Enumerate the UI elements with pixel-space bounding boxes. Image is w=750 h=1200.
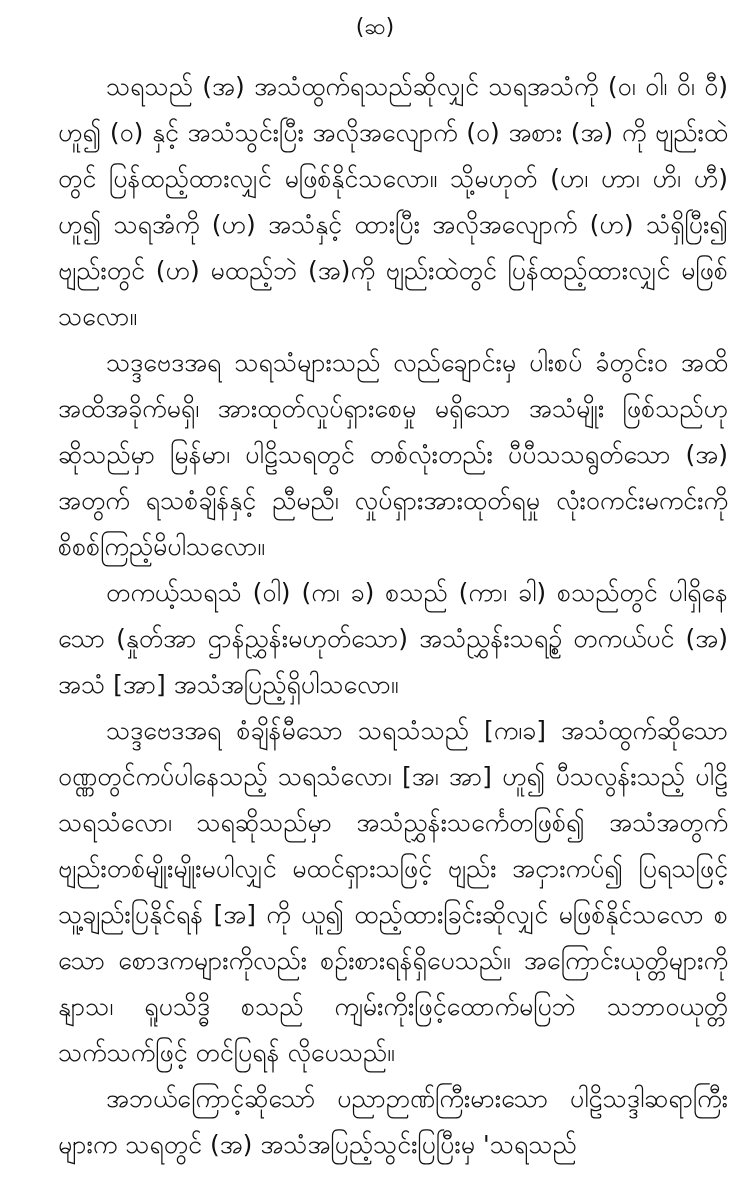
paragraph: အဘယ်ကြောင့်ဆိုသော် ပညာဉာဏ်ကြီးမားသော ပါဠိသဒ္ဒါဆရာကြီးများက သရတွင် (အ) အသံအပြည့်သွင်းပြပြီးမှ 'သရသည် — [58, 1084, 728, 1159]
page-number: (ဆ) — [355, 15, 395, 40]
paragraph: သဒ္ဒဗေဒအရ သရသံများသည် လည်ချောင်းမှ ပါးစပ် ခံတွင်းဝ အထိ အထိအခိုက်မရှိ၊ အားထုတ်လှုပ်ရှားစေမှု မရှိသော အသံမျိုး ဖြစ်သည်ဟုဆိုသည်မှာ မြန်မာ၊ ပါဠိသရတွင် တစ်လုံးတည်း ပီပီသသရွတ်သော (အ) အတွက် ရသစံချိန်နှင့် ညီမညီ၊ လှုပ်ရှားအားထုတ်ရမှု လုံးဝကင်းမကင်းကို စိစစ်ကြည့်မိပါသလော။ — [58, 348, 728, 561]
paragraph: တကယ့်သရသံ (ဝါ) (က၊ ခ) စသည် (ကာ၊ ခါ) စသည်တွင် ပါရှိနေသော (နှုတ်အာ ဌာန်ညွှန်းမဟုတ်သော) အသံညွှန်းသရဥ္စ် တကယ်ပင် (အ) အသံ [အာ] အသံအပြည့်ရှိပါသလော။ — [58, 578, 728, 699]
paragraph: သရသည် (အ) အသံထွက်ရသည်ဆိုလျှင် သရအသံကို (ဝ၊ ဝါ၊ ဝိ၊ ဝီ) ဟူ၍ (ဝ) နှင့် အသံသွင်းပြီး အလိုအလျောက် (ဝ) အစား (အ) ကို ဗျည်းထဲတွင် ပြန်ထည့်ထားလျှင် မဖြစ်နိုင်သလော။ သို့မဟုတ် (ဟ၊ ဟာ၊ ဟိ၊ ဟီ) ဟူ၍ သရအံကို (ဟ) အသံနှင့် ထားပြီး အလိုအလျောက် (ဟ) သံရှိပြီး၍ ဗျည်းတွင် (ဟ) မထည့်ဘဲ (အ)ကို ဗျည်းထဲတွင် ပြန်ထည့်ထားလျှင် မဖြစ်သလော။ — [58, 72, 728, 331]
body-text — [58, 64, 728, 1168]
paragraph: သဒ္ဒဗေဒအရ စံချိန်မီသော သရသံသည် [က၊ခ] အသံထွက်ဆိုသော ဝဏ္ဏတွင်ကပ်ပါနေသည့် သရသံလော၊ [အ၊ အာ] ဟူ၍ ပီသလွန်းသည့် ပါဠိသရသံလော၊ သရဆိုသည်မှာ အသံညွှန်းသင်္ကေတဖြစ်၍ အသံအတွက် ဗျည်းတစ်မျိုးမျိုးမပါလျှင် မထင်ရှားသဖြင့် ဗျည်း အငှားကပ်၍ ပြရသဖြင့် သူ့ချည်းပြနိုင်ရန် [အ] ကို ယူ၍ ထည့်ထားခြင်းဆိုလျှင် မဖြစ်နိုင်သလော စသော စောဒကများကိုလည်း စဉ်းစားရန်ရှိပေသည်။ အကြောင်းယုတ္တိများကို နျာသ၊ ရူပသိဒ္ဓိ စသည် ကျမ်းကိုးဖြင့်ထောက်မပြဘဲ သဘာဝယုတ္တိသက်သက်ဖြင့် တင်ပြရန် လိုပေသည်။ — [58, 716, 728, 1067]
